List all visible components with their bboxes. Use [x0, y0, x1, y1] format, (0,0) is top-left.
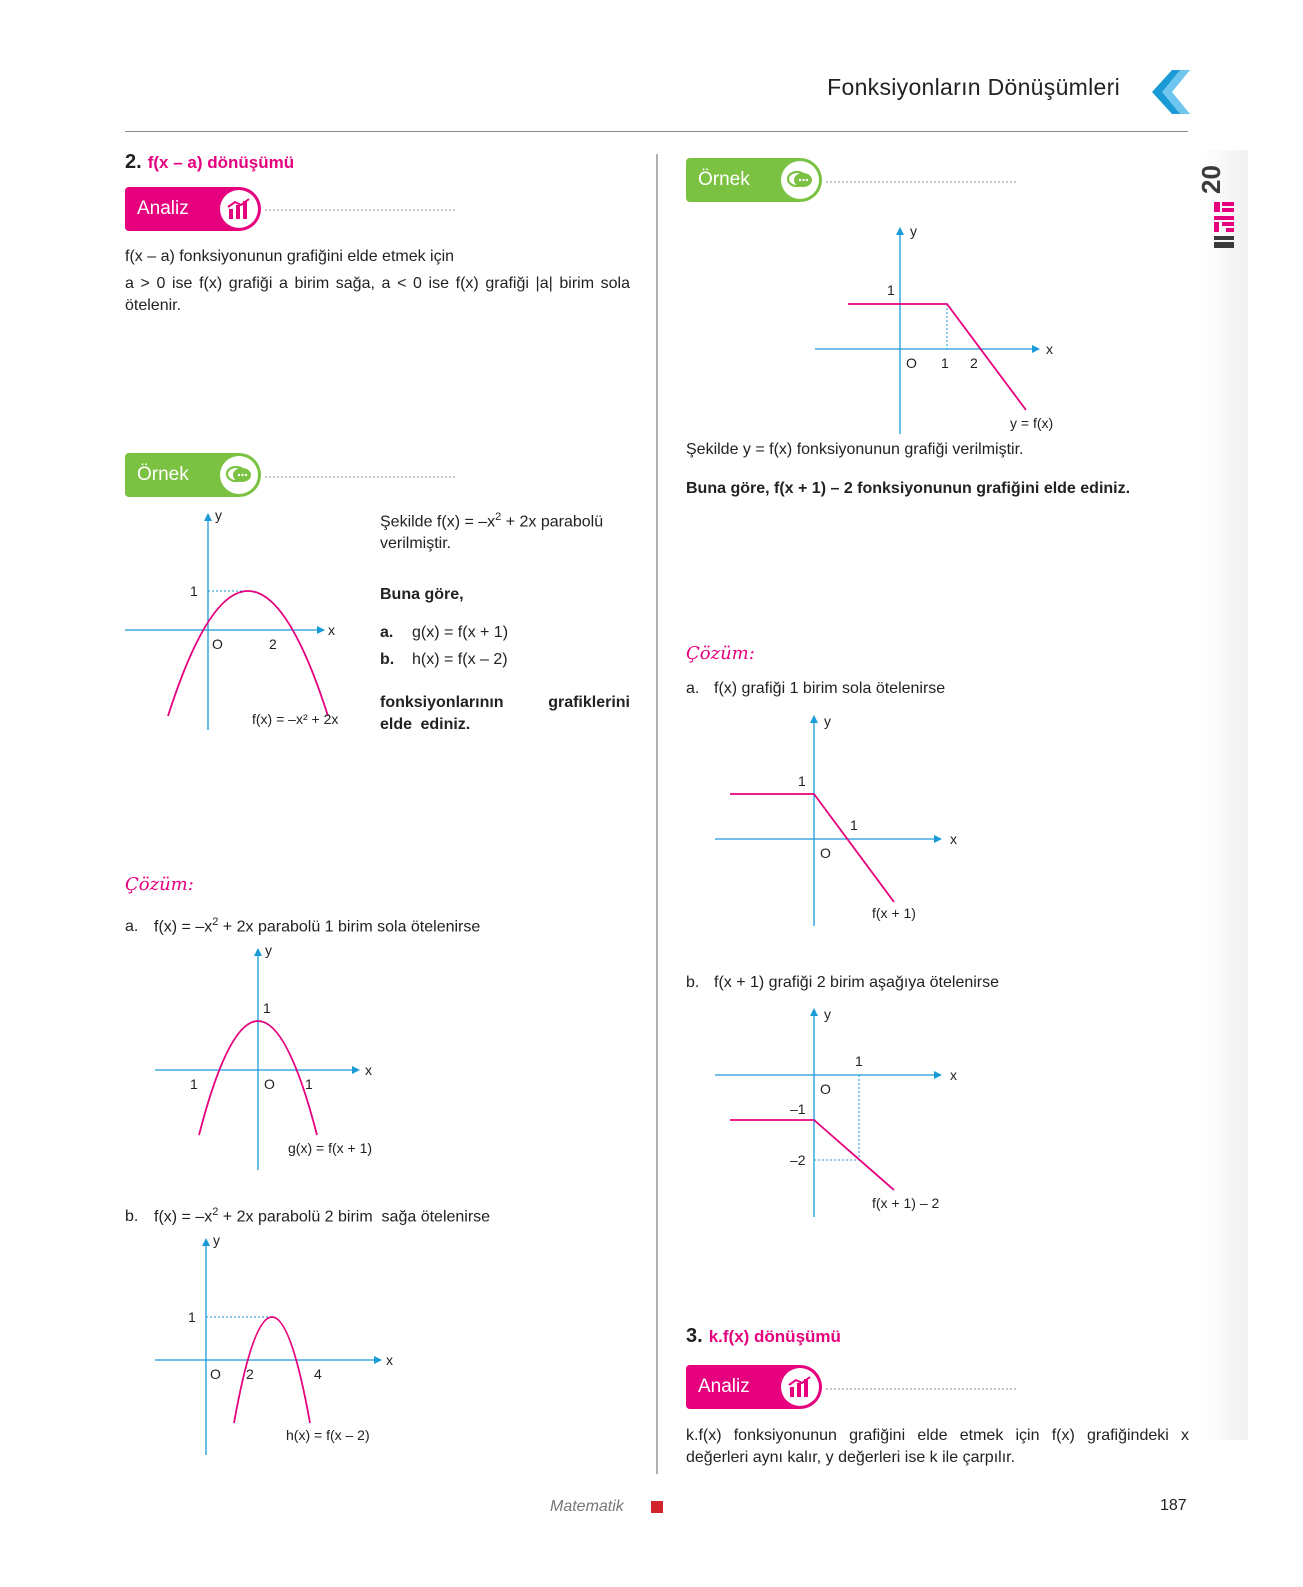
section-3-number: 3.: [686, 1325, 703, 1347]
solution-2-a-text: f(x) grafiği 1 birim sola ötelenirse: [714, 680, 946, 697]
example-1-desc-pre: Şekilde f(x) = –x: [380, 513, 496, 531]
y-axis-arrow: [896, 227, 904, 235]
x-label: x: [950, 1067, 957, 1083]
side-logo-icon: [1212, 200, 1238, 252]
x-label: x: [386, 1352, 393, 1368]
graph-solution-1b: [150, 1232, 410, 1460]
x-tick-1: 1: [855, 1053, 863, 1069]
ornek-badge-2: [686, 158, 822, 202]
footer-subject: Matematik: [550, 1498, 624, 1515]
item-a-text: g(x) = f(x + 1): [412, 624, 509, 641]
footer-square-icon: [651, 1501, 663, 1513]
solution-1-b-post: + 2x parabolü 2 birim sağa ötelenirse: [218, 1208, 491, 1226]
section-2-heading: [125, 151, 294, 174]
ornek-dotted-line-1: [265, 476, 455, 478]
example-1-item-b: [380, 649, 508, 671]
solution-2-a: [686, 678, 945, 700]
solution-2-b: [686, 972, 999, 994]
ornek-dotted-line-2: [826, 181, 1016, 183]
y-label: y: [215, 507, 222, 523]
x-axis-arrow: [317, 626, 325, 634]
graph-example-1: [120, 507, 370, 740]
solution-1-a-key: a.: [125, 918, 139, 936]
analysis-chart-icon: [781, 1368, 819, 1406]
analiz-badge-label: Analiz: [698, 1376, 750, 1397]
example-1-description: [380, 506, 630, 555]
y-label: y: [824, 1006, 831, 1022]
curve-label: g(x) = f(x + 1): [288, 1140, 373, 1156]
speech-bubbles-icon: [781, 161, 819, 199]
analiz-dotted-line-2: [826, 1388, 1016, 1390]
y-tick-1: 1: [798, 773, 806, 789]
section-2-text-1: f(x – a) fonksiyonunun grafiğini elde etmek için: [125, 248, 455, 265]
x-tick-left: 1: [190, 1076, 198, 1092]
parabola-curve: [168, 591, 328, 716]
x-axis-arrow: [1032, 345, 1040, 353]
solution-1-a-pre: f(x) = –x: [154, 918, 213, 936]
y-tick-1: 1: [190, 583, 198, 599]
solution-2-a-key: a.: [686, 680, 700, 697]
origin-label: O: [210, 1366, 221, 1382]
y-axis-arrow: [204, 513, 212, 521]
example-1-item-a: [380, 622, 508, 644]
y-axis-arrow: [254, 948, 262, 956]
item-a-key: a.: [380, 624, 394, 641]
x-tick-4: 4: [314, 1366, 322, 1382]
curve-label: f(x) = –x² + 2x: [252, 711, 339, 727]
analysis-chart-icon: [220, 190, 258, 228]
item-b-key: b.: [380, 651, 395, 668]
x-tick-2: 2: [269, 636, 277, 652]
y-label: y: [910, 223, 917, 239]
solution-1-a-post: + 2x parabolü 1 birim sola ötelenirse: [218, 918, 481, 936]
solution-1-label: Çözüm:: [125, 874, 194, 895]
graph-solution-2a: [710, 712, 970, 932]
y-tick-1: 1: [188, 1309, 196, 1325]
solution-1-b: [125, 1201, 490, 1228]
example-2-question: Buna göre, f(x + 1) – 2 fonksiyonunun grafiğini elde ediniz.: [686, 480, 1131, 497]
x-label: x: [950, 831, 957, 847]
y-tick-1: 1: [263, 1000, 271, 1016]
y-axis-arrow: [810, 1008, 818, 1016]
x-tick-2: 2: [970, 355, 978, 371]
origin-label: O: [820, 1081, 831, 1097]
example-1-question: Buna göre,: [380, 586, 464, 603]
x-axis-arrow: [934, 1071, 942, 1079]
side-strip: [1200, 150, 1248, 1440]
example-1-desc-post: + 2x parabolü verilmiştir.: [380, 513, 604, 553]
y-axis-arrow: [810, 715, 818, 723]
x-tick-1: 1: [850, 817, 858, 833]
page-number: 187: [1160, 1497, 1187, 1514]
page-title: Fonksiyonların Dönüşümleri: [827, 74, 1120, 100]
analiz-badge-2: [686, 1365, 822, 1409]
y-axis-arrow: [202, 1238, 210, 1246]
y-tick-minus-2: –2: [790, 1152, 806, 1168]
example-2-description: Şekilde y = f(x) fonksiyonunun grafiği verilmiştir.: [686, 441, 1024, 458]
section-2-text-2: a > 0 ise f(x) grafiği a birim sağa, a < 0 ise f(x) grafiği |a| birim sola ötelenir.: [125, 275, 630, 314]
speech-bubbles-icon: [220, 456, 258, 494]
graph-example-2: [810, 222, 1070, 437]
solution-1-b-key: b.: [125, 1208, 139, 1226]
solution-1-b-sup: 2: [212, 1206, 219, 1218]
curve-label: f(x + 1) – 2: [872, 1195, 940, 1211]
function-line: [848, 304, 1026, 410]
section-2-title: f(x – a) dönüşümü: [147, 153, 295, 172]
origin-label: O: [906, 355, 917, 371]
solution-1-b-pre: f(x) = –x: [154, 1208, 213, 1226]
graph-solution-1a: [150, 942, 400, 1175]
solution-2-label: Çözüm:: [686, 643, 755, 664]
column-divider: [656, 154, 658, 1474]
solution-2-b-text: f(x + 1) grafiği 2 birim aşağıya ötelenirse: [714, 974, 1000, 991]
example-1-desc-sup: 2: [495, 511, 502, 523]
y-tick-1: 1: [887, 282, 895, 298]
x-label: x: [1046, 341, 1053, 357]
analiz-dotted-line-1: [265, 209, 455, 211]
curve-label: y = f(x): [1010, 415, 1054, 431]
example-1-closing: fonksiyonlarının grafiklerini elde ediniz.: [380, 694, 630, 733]
curve-label: h(x) = f(x – 2): [286, 1427, 370, 1443]
function-line: [730, 794, 894, 902]
solution-1-a: [125, 911, 480, 938]
x-tick-right: 1: [305, 1076, 313, 1092]
x-axis-arrow: [352, 1066, 360, 1074]
ornek-badge-label: Örnek: [137, 464, 189, 485]
y-label: y: [213, 1232, 220, 1248]
x-axis-arrow: [374, 1356, 382, 1364]
section-3-heading: [686, 1325, 841, 1348]
y-label: y: [824, 713, 831, 729]
solution-2-b-key: b.: [686, 974, 700, 991]
ornek-badge-1: [125, 453, 261, 497]
x-label: x: [365, 1062, 372, 1078]
analiz-badge-1: [125, 187, 261, 231]
x-tick-2: 2: [246, 1366, 254, 1382]
section-3-title: k.f(x) dönüşümü: [708, 1327, 841, 1346]
x-label: x: [328, 622, 335, 638]
curve-label: f(x + 1): [872, 905, 916, 921]
ornek-badge-label: Örnek: [698, 169, 750, 190]
header-divider: [125, 131, 1188, 132]
analiz-badge-label: Analiz: [137, 198, 189, 219]
chevron-left-icon: [1150, 68, 1194, 116]
solution-1-a-sup: 2: [212, 916, 219, 928]
x-axis-arrow: [934, 835, 942, 843]
y-tick-minus-1: –1: [790, 1101, 806, 1117]
origin-label: O: [212, 636, 223, 652]
section-3-text: k.f(x) fonksiyonunun grafiğini elde etmek için f(x) grafiğindeki x değerleri aynı kalır, y değerleri ise k ile çarpılır.: [686, 1427, 1189, 1466]
function-line: [730, 1120, 894, 1190]
origin-label: O: [820, 845, 831, 861]
y-label: y: [265, 942, 272, 958]
graph-solution-2b: [710, 1005, 970, 1220]
item-b-text: h(x) = f(x – 2): [412, 651, 508, 668]
origin-label: O: [264, 1076, 275, 1092]
section-2-number: 2.: [125, 151, 142, 173]
side-number: 20: [1196, 165, 1226, 195]
x-tick-1: 1: [941, 355, 949, 371]
